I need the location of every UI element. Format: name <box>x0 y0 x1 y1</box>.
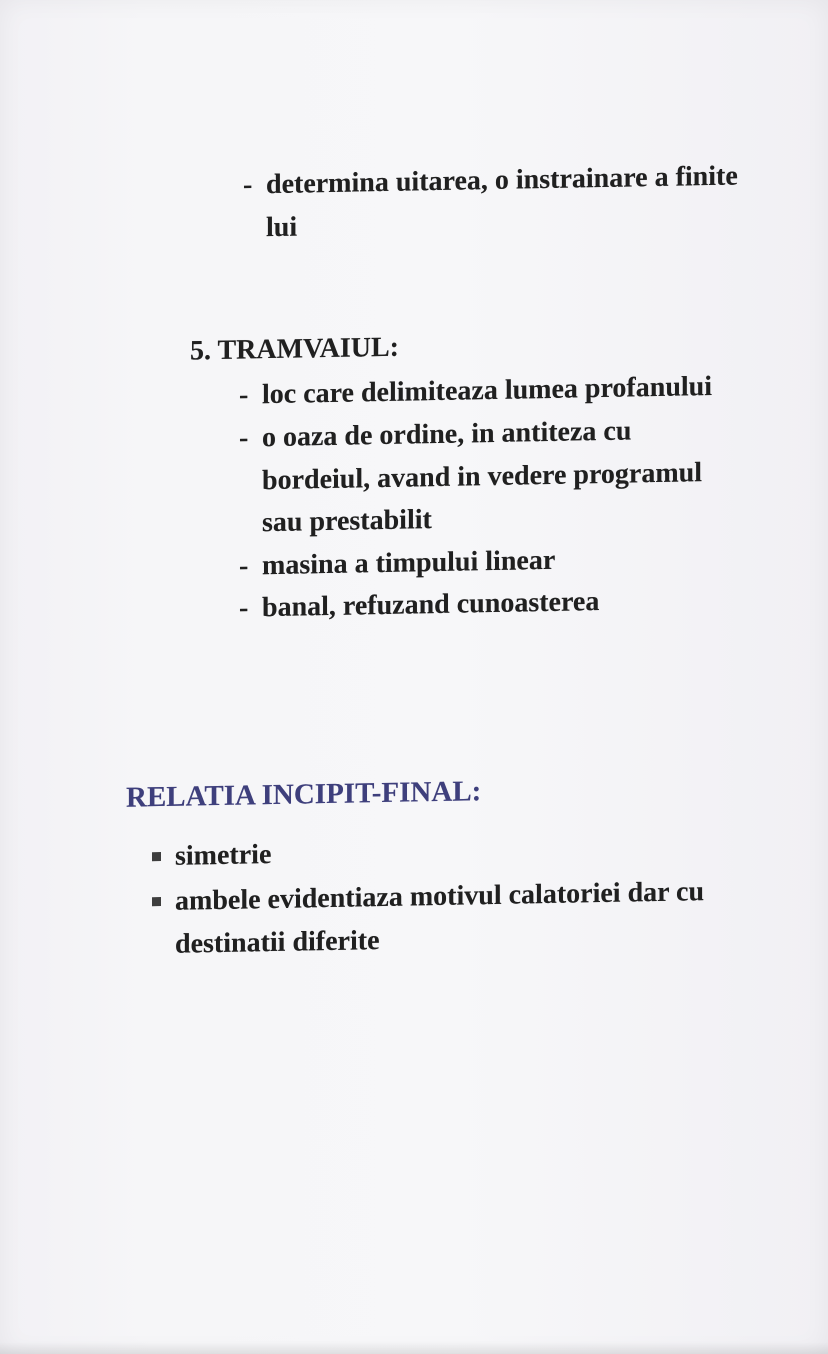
list-item-continuation: sau prestabilit <box>262 504 432 539</box>
list-item: - banal, refuzand cunoasterea <box>262 582 599 628</box>
list-item: - determina uitarea, o instrainare a finite <box>266 156 738 205</box>
bullet-item: simetrie <box>175 835 271 877</box>
bullet-item-continuation: destinatii diferite <box>175 925 380 960</box>
section-title: 5. TRAMVAIUL: <box>190 331 399 367</box>
section-heading: RELATIA INCIPIT-FINAL: <box>126 775 482 814</box>
bullet-item: ambele evidentiaza motivul calatoriei dar cu <box>175 872 704 922</box>
page-bottom-edge <box>0 1342 828 1354</box>
list-item: - masina a timpului linear <box>262 541 555 586</box>
list-item-continuation: bordeiul, avand in vedere programul <box>262 457 703 497</box>
list-item: - loc care delimiteaza lumea profanului <box>262 367 712 415</box>
list-item-continuation: lui <box>266 211 298 244</box>
list-item: - o oaza de ordine, in antiteza cu <box>262 411 631 458</box>
